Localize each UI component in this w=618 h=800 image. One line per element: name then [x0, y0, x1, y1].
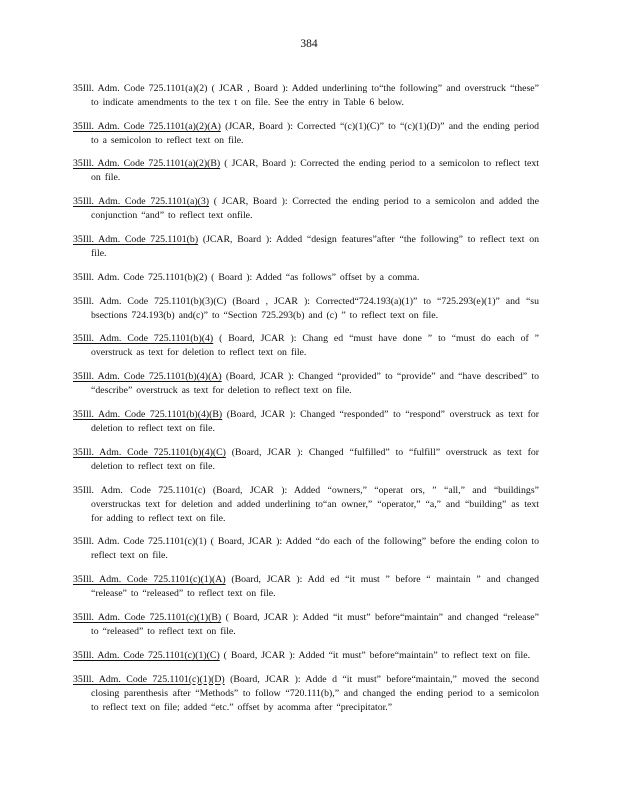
amendment-entry — [73, 673, 539, 715]
entry-text: (Board, JCAR ): Changed “responded” to “respond” overstruck as text for deletion to reflect text on file. — [91, 408, 540, 434]
amendment-entry — [73, 649, 539, 663]
entry-text: 35Ill. Adm. Code 725.1101(c) (Board, JCAR ): Added “owners,” “operat ors, ” “all,” and “buildings” overstruckas text for deletion and added underlining to“an owner,” “operator,” “a,” and “building” as text for adding to reflect text on file. — [73, 484, 539, 524]
amendment-entry — [73, 573, 539, 601]
entry-citation: 35Ill. Adm. Code 725.1101(c)(1)(B) — [73, 611, 222, 623]
amendment-entry — [73, 484, 539, 526]
entry-citation: 35Ill. Adm. Code 725.1101(c)(1)(D) — [73, 673, 225, 685]
amendment-entry — [73, 370, 539, 398]
amendment-entry — [73, 408, 539, 436]
entry-citation: 35Ill. Adm. Code 725.1101(a)(3) — [73, 196, 210, 208]
amendment-entry — [73, 233, 539, 261]
entry-citation: 35Ill. Adm. Code 725.1101(b)(4)(B) — [73, 408, 223, 420]
amendment-entry — [73, 82, 539, 110]
entry-text: ( Board, JCAR ): Added “it must” before“maintain” to reflect text on file. — [219, 649, 531, 661]
amendment-entry — [73, 157, 539, 185]
page-number: 384 — [300, 38, 318, 50]
entry-text: ( JCAR, Board ): Corrected the ending period to a semicolon and added the conjunction “and” to reflect text onfile. — [91, 196, 539, 222]
amendment-entry — [73, 446, 539, 474]
amendment-entry — [73, 332, 539, 360]
entry-text: 35Ill. Adm. Code 725.1101(a)(2) ( JCAR , Board ): Added underlining to“the following” and overstruck “these” to indicate amendments to the tex t on file. See the entry in Table 6 below. — [73, 82, 539, 108]
entry-citation: 35Ill. Adm. Code 725.1101(c)(1)(C) — [73, 649, 220, 661]
entry-text: ( JCAR, Board ): Corrected the ending period to a semicolon to reflect text on file. — [91, 158, 539, 184]
entry-citation: 35Ill. Adm. Code 725.1101(a)(2)(B) — [73, 158, 221, 170]
entry-citation: 35Ill. Adm. Code 725.1101(b)(4)(A) — [73, 371, 222, 383]
entry-text: (JCAR, Board ): Added “design features”after “the following” to reflect text on file. — [91, 233, 539, 259]
amendment-entry — [73, 195, 539, 223]
entry-citation: 35Ill. Adm. Code 725.1101(b) — [73, 233, 199, 245]
entry-text: (Board, JCAR ): Changed “provided” to “provide” and “have described” to “describe” overstruck as text for deletion to reflect text on file. — [91, 371, 539, 397]
entry-list — [73, 72, 539, 721]
entry-text: (Board, JCAR ): Add ed “it must ” before “ maintain ” and changed “release” to “released” to reflect text on file. — [91, 574, 539, 600]
entry-text: (Board, JCAR ): Adde d “it must” before“maintain,” moved the second closing parenthesis after “Methods” to follow “720.111(b),” and changed the ending period to a semicolon to reflect text on file; added “etc.” offset by acomma after “precipitator.” — [91, 673, 539, 713]
amendment-entry — [73, 295, 539, 323]
entry-citation: 35Ill. Adm. Code 725.1101(b)(4) — [73, 333, 214, 345]
entry-text: ( Board, JCAR ): Added “it must” before“maintain” and changed “release” to “released” to reflect text on file. — [91, 611, 539, 637]
entry-text: ( Board, JCAR ): Chang ed “must have done ” to “must do each of ” overstruck as text for deletion to reflect text on file. — [91, 333, 540, 359]
entry-text: (JCAR, Board ): Corrected “(c)(1)(C)” to “(c)(1)(D)” and the ending period to a semicolon to reflect text on file. — [91, 120, 539, 146]
entry-citation: 35Ill. Adm. Code 725.1101(c)(1)(A) — [73, 574, 226, 586]
amendment-entry — [73, 535, 539, 563]
entry-citation: 35Ill. Adm. Code 725.1101(a)(2)(A) — [73, 120, 221, 132]
entry-text: 35Ill. Adm. Code 725.1101(b)(3)(C) (Board , JCAR ): Corrected“724.193(a)(1)” to “725.293(e)(1)” and “su bsections 724.193(b) and(c)” to “Section 725.293(b) and (c) ” to reflect text on file. — [73, 295, 539, 321]
entry-citation: 35Ill. Adm. Code 725.1101(b)(4)(C) — [73, 446, 226, 458]
amendment-entry — [73, 611, 539, 639]
entry-text: 35Ill. Adm. Code 725.1101(b)(2) ( Board ): Added “as follows” offset by a comma. — [73, 271, 420, 283]
entry-text: 35Ill. Adm. Code 725.1101(c)(1) ( Board, JCAR ): Added “do each of the following” before the ending colon to reflect text on file. — [73, 536, 539, 562]
amendment-entry — [73, 120, 539, 148]
amendment-entry — [73, 271, 539, 285]
entry-text: (Board, JCAR ): Changed “fulfilled” to “fulfill” overstruck as text for deletion to reflect text on file. — [91, 446, 540, 472]
